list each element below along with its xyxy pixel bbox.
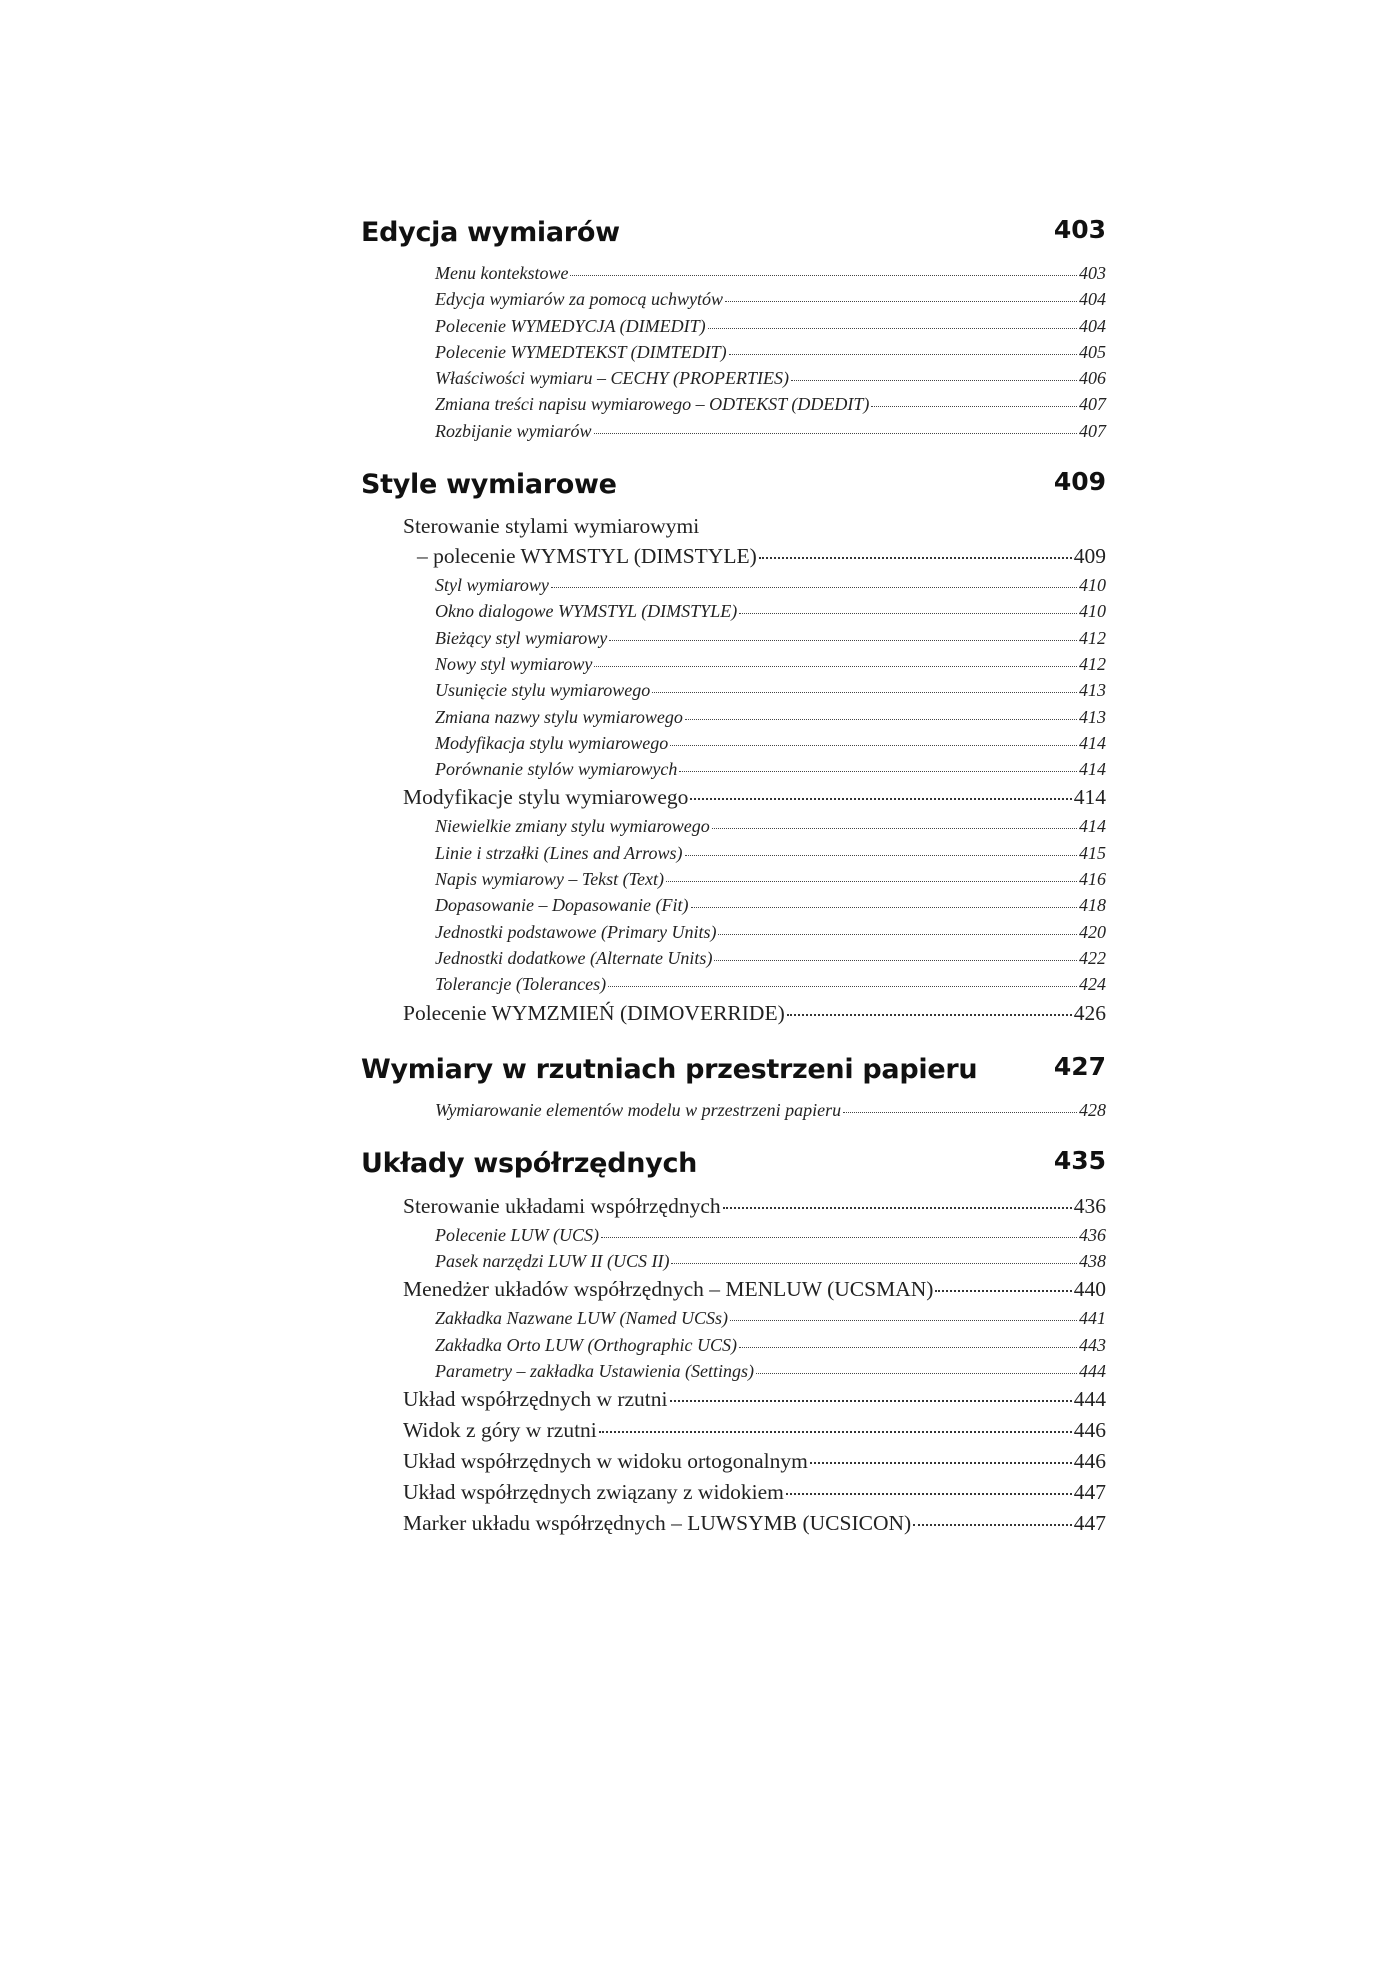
toc-entry[interactable]: Parametry – zakładka Ustawienia (Settings) 444 [435,1361,1106,1382]
toc-section [361,210,1106,444]
dot-leader [935,1290,1071,1292]
dot-leader [685,719,1077,720]
toc-entry[interactable]: Menedżer układów współrzędnych – MENLUW (UCSMAN) 440 [403,1277,1106,1302]
toc-entry[interactable]: Zmiana nazwy stylu wymiarowego 413 [435,706,1106,727]
dot-leader [601,1237,1077,1238]
toc-entry[interactable]: Sterowanie stylami wymiarowymi [403,514,700,539]
section-title: Układy współrzędnych [361,1147,698,1179]
toc-entry[interactable]: Jednostki dodatkowe (Alternate Units) 422 [435,947,1106,968]
toc-entry[interactable]: Jednostki podstawowe (Primary Units) 420 [435,921,1106,942]
dot-leader [739,1347,1077,1348]
section-header [361,210,1106,260]
dot-leader [786,1493,1072,1495]
toc-entry[interactable]: Właściwości wymiaru – CECHY (PROPERTIES) 406 [435,368,1106,389]
toc-entry[interactable]: Menu kontekstowe 403 [435,263,1106,283]
toc-entry[interactable]: Rozbijanie wymiarów 407 [435,420,1106,441]
toc-entry[interactable]: Układ współrzędnych w widoku ortogonalnym 446 [403,1449,1106,1474]
toc-entry[interactable]: Zmiana treści napisu wymiarowego – ODTEKST (DDEDIT) 407 [435,394,1106,415]
toc-entry[interactable]: Modyfikacja stylu wymiarowego 414 [435,732,1106,753]
dot-leader [570,275,1077,276]
toc-entry[interactable]: Napis wymiarowy – Tekst (Text) 416 [435,869,1106,890]
toc-entry[interactable]: Styl wymiarowy 410 [435,575,1106,596]
toc-entry[interactable]: Porównanie stylów wymiarowych 414 [435,759,1106,780]
dot-leader [685,855,1077,856]
dot-leader [691,907,1078,908]
dot-leader [718,934,1077,935]
dot-leader [714,960,1077,961]
dot-leader [787,1014,1072,1016]
dot-leader [708,328,1077,329]
dot-leader [725,301,1077,302]
dot-leader [913,1524,1072,1526]
dot-leader [608,986,1077,987]
toc-entry[interactable]: Polecenie WYMEDYCJA (DIMEDIT) 404 [435,315,1106,336]
toc-entry[interactable]: Sterowanie układami współrzędnych 436 [403,1193,1106,1218]
dot-leader [599,1431,1072,1433]
dot-leader [551,587,1077,588]
dot-leader [652,692,1077,693]
dot-leader [679,771,1077,772]
toc-entry[interactable]: Niewielkie zmiany stylu wymiarowego 414 [435,816,1106,837]
dot-leader [730,1320,1077,1321]
dot-leader [671,1263,1077,1264]
toc-entry[interactable]: Tolerancje (Tolerances) 424 [435,974,1106,995]
toc-entry[interactable]: Okno dialogowe WYMSTYL (DIMSTYLE) 410 [435,601,1106,622]
dot-leader [609,640,1077,641]
dot-leader [810,1462,1072,1464]
section-page-number: 403 [1053,215,1106,244]
toc-entry[interactable]: Edycja wymiarów za pomocą uchwytów 404 [435,289,1106,310]
dot-leader [690,798,1071,800]
toc-entry[interactable]: Zakładka Orto LUW (Orthographic UCS) 443 [435,1334,1106,1355]
dot-leader [843,1112,1077,1113]
toc-entry[interactable]: – polecenie WYMSTYL (DIMSTYLE) 409 [417,544,1106,569]
toc-entry[interactable]: Dopasowanie – Dopasowanie (Fit) 418 [435,895,1106,916]
section-title: Wymiary w rzutniach przestrzeni papieru [361,1053,978,1085]
toc-entry[interactable]: Widok z góry w rzutni 446 [403,1418,1106,1443]
dot-leader [759,557,1072,559]
dot-leader [756,1373,1077,1374]
toc-entry[interactable]: Układ współrzędnych związany z widokiem 447 [403,1480,1106,1505]
toc-entry[interactable]: Polecenie WYMZMIEŃ (DIMOVERRIDE) 426 [403,1000,1106,1025]
dot-leader [791,380,1077,381]
toc-entry[interactable]: Wymiarowanie elementów modelu w przestrzeni papieru 428 [435,1099,1106,1120]
toc-entry[interactable]: Usunięcie stylu wymiarowego 413 [435,680,1106,701]
dot-leader [666,881,1077,882]
toc-entry[interactable]: Układ współrzędnych w rzutni 444 [403,1387,1106,1412]
section-header [361,1141,1106,1191]
toc-entry[interactable]: Polecenie LUW (UCS) 436 [435,1224,1106,1245]
toc-entry[interactable]: Modyfikacje stylu wymiarowego 414 [403,785,1106,810]
dot-leader [723,1207,1072,1209]
section-title: Style wymiarowe [361,469,617,501]
dot-leader [871,406,1077,407]
dot-leader [670,1400,1072,1402]
section-page-number: 409 [1053,467,1106,497]
section-page-number: 427 [1053,1051,1106,1081]
section-page-number: 435 [1053,1145,1106,1175]
toc-entry[interactable]: Nowy styl wymiarowy 412 [435,653,1106,674]
toc-entry[interactable]: Bieżący styl wymiarowy 412 [435,627,1106,648]
table-of-contents [361,210,1106,1539]
toc-section [361,1141,1106,1539]
dot-leader [594,666,1077,667]
dot-leader [670,745,1077,746]
toc-entry[interactable]: Marker układu współrzędnych – LUWSYMB (UCSICON) 447 [403,1511,1106,1536]
toc-entry[interactable]: Linie i strzałki (Lines and Arrows) 415 [435,842,1106,863]
toc-entry[interactable]: Zakładka Nazwane LUW (Named UCSs) 441 [435,1308,1106,1329]
dot-leader [712,828,1077,829]
dot-leader [594,433,1078,434]
section-header [361,462,1106,512]
toc-entry[interactable]: Pasek narzędzi LUW II (UCS II) 438 [435,1251,1106,1272]
section-header [361,1047,1106,1097]
dot-leader [729,354,1077,355]
toc-section [361,1047,1106,1123]
section-title: Edycja wymiarów [361,217,620,248]
toc-section [361,462,1106,1028]
toc-entry[interactable]: Polecenie WYMEDTEKST (DIMTEDIT) 405 [435,341,1106,362]
dot-leader [739,613,1077,614]
